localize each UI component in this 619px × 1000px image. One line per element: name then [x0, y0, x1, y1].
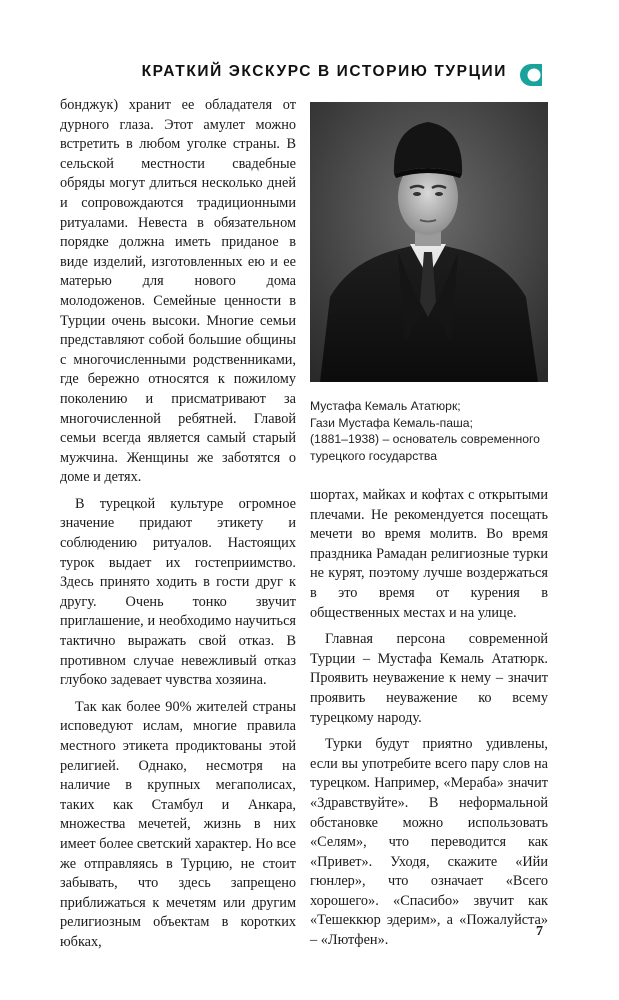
photo-caption — [310, 398, 550, 464]
caption-line: турецкого государства — [310, 448, 437, 463]
page-number: 7 — [536, 924, 543, 939]
caption-line: (1881–1938) – основатель современного — [310, 432, 540, 447]
caption-line: Мустафа Кемаль Ататюрк; — [310, 399, 461, 413]
crescent-marker-icon — [520, 64, 542, 86]
paragraph: В турецкой культуре огромное значение придают этикету и соблюдению ритуалов. Настоящих турок выдает их гостеприимство. Здесь принято ходить в гости друг к другу. Очень тонко звучит приглашение, и необходимо научиться тактично выражать свой отказ. В противном случае невежливый отказ глубоко задевает чувства хозяина. — [60, 495, 296, 689]
portrait-photo — [310, 102, 548, 382]
portrait-image — [310, 102, 548, 382]
paragraph: шортах, майках и кофтах с открытыми плечами. Не рекомендуется посещать мечети во время молитв. Во время праздника Рамадан религиозные турки не курят, поэтому лучше воздержаться в это время от курения в общественных местах и на улице. — [310, 487, 548, 621]
paragraph: Так как более 90% жителей страны исповедуют ислам, многие правила местного этикета продиктованы этой религией. Однако, несмотря на наличие в крупных мегаполисах, таких как Стамбул и Анкара, множества мечетей, жизнь в них имеет более светский характер. Но все же отправляясь в Турцию, не стоит забывать, что здесь запрещено приближаться к мечетям или другим религиозным объектам в коротких юбках, — [60, 698, 296, 950]
paragraph: Турки будут приятно удивлены, если вы употребите всего пару слов на турецком. Например, «Мераба» значит «Здравствуйте». В неформальной обстановке можно использовать «Селям», что переводится как «Привет». Уходя, скажите «Ийи гюнлер», что означает «Всего хорошего». «Спасибо» звучит как «Тешеккюр эдерим», а «Пожалуйста» – «Лютфен». — [310, 736, 548, 949]
paragraph: Главная персона современной Турции – Мустафа Кемаль Ататюрк. Проявить неуважение к нему – значит проявить неуважение ко всему турецкому народу. — [310, 631, 548, 726]
paragraph: бонджук) хранит ее обладателя от дурного глаза. Этот амулет можно встретить в любом уголке страны. В сельской местности свадебные обряды могут длиться несколько дней и сопровождаются традиционными ритуалами. Невеста в обязательном порядке должна иметь приданое в виде изделий, изготовленных ею и ее матерью для нового дома молодоженов. Семейные ценности в Турции очень высоки. Многие семьи представляют собой большие общины с многочисленными родственниками, где бережно относятся к пожилому поколению и присматривают за многочисленной ребятней. Главой семьи всегда является самый старый мужчина. Женщины же заботятся о доме и детях. — [60, 97, 296, 486]
right-text-column — [310, 486, 548, 951]
left-text-column — [60, 96, 296, 953]
chapter-title: КРАТКИЙ ЭКСКУРС В ИСТОРИЮ ТУРЦИИ — [141, 63, 507, 80]
running-header — [0, 56, 619, 92]
caption-line: Гази Мустафа Кемаль-паша; — [310, 415, 473, 430]
